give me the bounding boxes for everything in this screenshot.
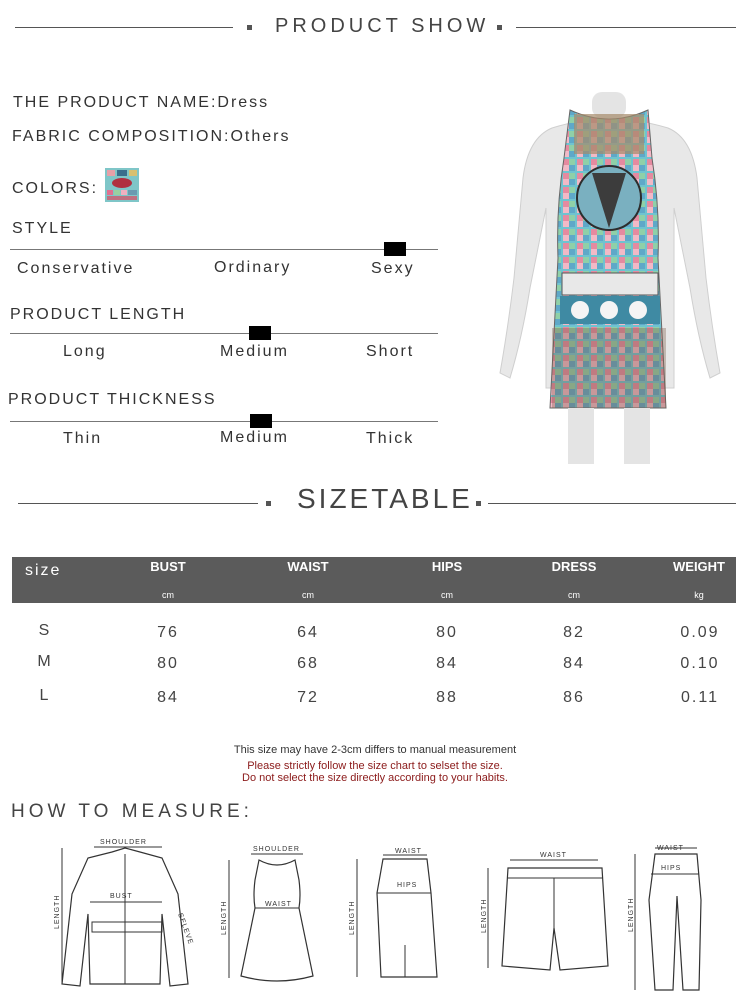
size-warning-1: Please strictly follow the size chart to selset the size. bbox=[247, 760, 503, 772]
sizetable-title: SIZETABLE bbox=[297, 483, 473, 514]
column-dress-unit: cm bbox=[568, 590, 580, 600]
cell-hips: 84 bbox=[436, 655, 458, 672]
length-option-medium: Medium bbox=[220, 343, 289, 360]
column-weight-unit: kg bbox=[694, 590, 704, 600]
label-waist: WAIST bbox=[395, 848, 422, 855]
color-swatch[interactable] bbox=[105, 168, 139, 202]
cell-waist: 72 bbox=[297, 689, 319, 706]
label-shoulder: SHOULDER bbox=[253, 846, 300, 853]
label-hips: HIPS bbox=[397, 882, 418, 889]
column-waist-unit: cm bbox=[302, 590, 314, 600]
fabric-row bbox=[12, 128, 290, 146]
how-to-measure-title: HOW TO MEASURE: bbox=[11, 801, 253, 822]
label-length: LENGTH bbox=[221, 900, 228, 935]
column-weight: WEIGHT bbox=[673, 559, 725, 574]
sizetable-rule-left bbox=[18, 503, 258, 504]
product-name-value: Dress bbox=[217, 94, 270, 111]
column-dress: DRESS bbox=[551, 559, 597, 574]
label-length: LENGTH bbox=[628, 897, 635, 932]
size-column-label: size bbox=[25, 562, 62, 579]
label-bust: BUST bbox=[110, 893, 133, 900]
length-scale-line bbox=[10, 333, 438, 334]
size-s: S bbox=[38, 622, 52, 639]
product-name-row bbox=[13, 94, 269, 112]
column-waist: WAIST bbox=[287, 559, 329, 574]
style-marker bbox=[384, 242, 406, 256]
thickness-title: PRODUCT THICKNESS bbox=[8, 391, 217, 408]
column-hips: HIPS bbox=[431, 559, 463, 574]
label-shoulder: SHOULDER bbox=[100, 839, 147, 846]
product-name-label: THE PRODUCT NAME: bbox=[13, 94, 218, 111]
style-scale-line bbox=[10, 249, 438, 250]
cell-weight: 0.11 bbox=[681, 689, 719, 706]
fabric-value: Others bbox=[230, 128, 291, 145]
cell-weight: 0.10 bbox=[680, 655, 720, 672]
length-option-long: Long bbox=[63, 343, 107, 360]
cell-waist: 68 bbox=[297, 655, 319, 672]
shirt-measure-diagram bbox=[50, 834, 200, 994]
header-rule-right bbox=[516, 27, 736, 28]
product-show-title: PRODUCT SHOW bbox=[275, 15, 490, 37]
label-waist: WAIST bbox=[657, 845, 684, 852]
skirt-measure-diagram bbox=[345, 845, 445, 990]
cell-hips: 88 bbox=[436, 689, 458, 706]
style-option-ordinary: Ordinary bbox=[214, 259, 292, 276]
label-length: LENGTH bbox=[349, 900, 356, 935]
label-hips: HIPS bbox=[661, 865, 682, 872]
style-option-sexy: Sexy bbox=[371, 260, 415, 277]
thickness-option-thin: Thin bbox=[63, 430, 103, 447]
thickness-option-medium: Medium bbox=[220, 429, 289, 446]
fabric-label: FABRIC COMPOSITION: bbox=[12, 128, 231, 145]
label-waist: WAIST bbox=[540, 852, 567, 859]
style-title: STYLE bbox=[12, 220, 73, 237]
cell-bust: 80 bbox=[157, 655, 179, 672]
column-hips-unit: cm bbox=[441, 590, 453, 600]
header-dot-right bbox=[497, 25, 502, 30]
size-table-header bbox=[12, 557, 736, 603]
dress-measure-diagram bbox=[215, 840, 315, 990]
column-bust-unit: cm bbox=[162, 590, 174, 600]
header-dot-left bbox=[247, 25, 252, 30]
label-sleeve: SELEVE bbox=[176, 912, 195, 946]
cell-dress: 86 bbox=[563, 689, 585, 706]
column-bust: BUST bbox=[150, 559, 186, 574]
size-m: M bbox=[37, 653, 53, 670]
label-length: LENGTH bbox=[54, 894, 61, 929]
cell-bust: 84 bbox=[157, 689, 179, 706]
header-rule-left bbox=[15, 27, 233, 28]
length-marker bbox=[249, 326, 271, 340]
length-option-short: Short bbox=[366, 343, 415, 360]
cell-weight: 0.09 bbox=[680, 624, 720, 641]
cell-dress: 84 bbox=[563, 655, 585, 672]
colors-label: COLORS: bbox=[12, 180, 99, 197]
cell-waist: 64 bbox=[297, 624, 319, 641]
style-option-conservative: Conservative bbox=[17, 260, 135, 277]
shorts-measure-diagram bbox=[478, 848, 618, 978]
length-title: PRODUCT LENGTH bbox=[10, 306, 187, 323]
cell-bust: 76 bbox=[157, 624, 179, 641]
thickness-scale-line bbox=[10, 421, 438, 422]
label-waist: WAIST bbox=[265, 901, 292, 908]
sizetable-rule-right bbox=[488, 503, 736, 504]
size-l: L bbox=[39, 687, 51, 704]
cell-dress: 82 bbox=[563, 624, 585, 641]
sizetable-dot-right bbox=[476, 501, 481, 506]
pants-measure-diagram bbox=[625, 840, 705, 995]
cell-hips: 80 bbox=[436, 624, 458, 641]
label-length: LENGTH bbox=[481, 898, 488, 933]
size-note: This size may have 2-3cm differs to manual measurement bbox=[233, 744, 517, 756]
product-photo bbox=[492, 88, 728, 466]
thickness-marker bbox=[250, 414, 272, 428]
thickness-option-thick: Thick bbox=[366, 430, 415, 447]
sizetable-dot-left bbox=[266, 501, 271, 506]
size-warning-2: Do not select the size directly according to your habits. bbox=[242, 772, 508, 784]
